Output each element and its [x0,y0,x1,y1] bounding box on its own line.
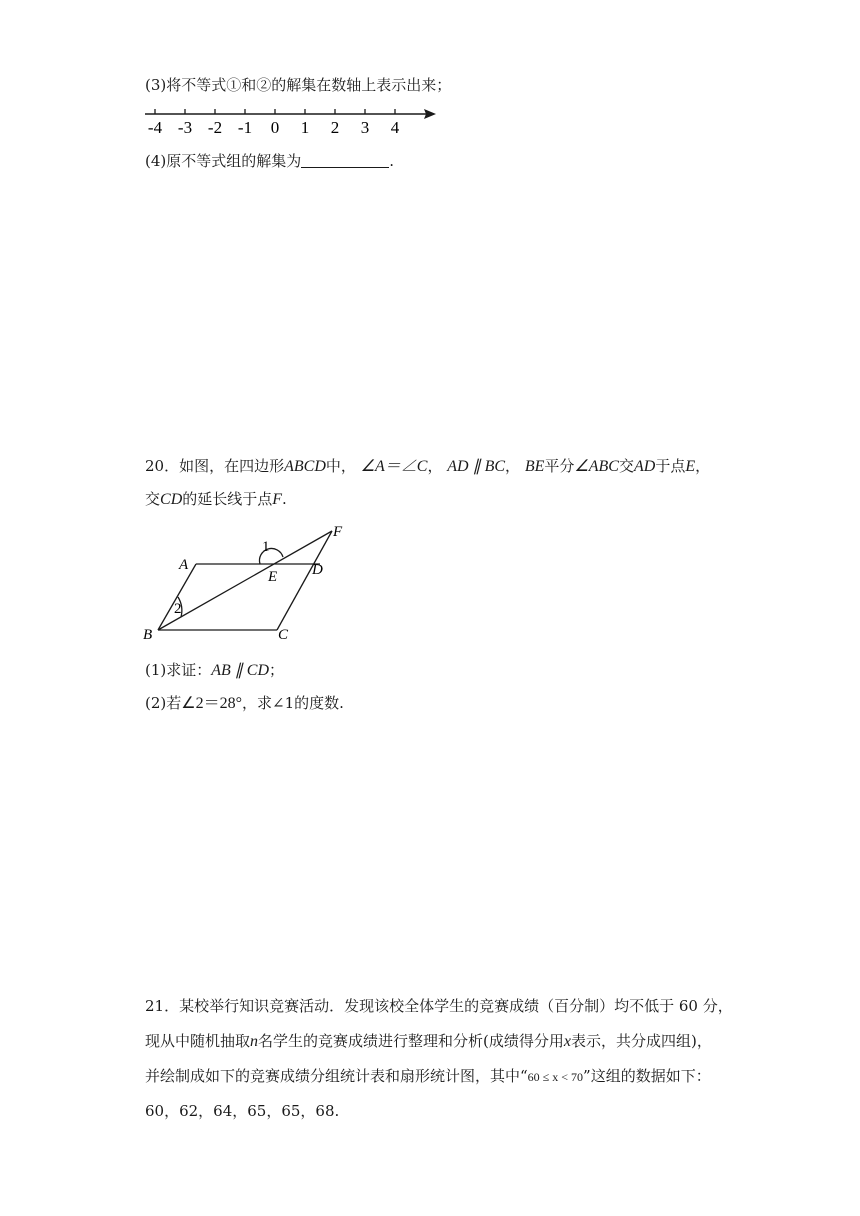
q20-text: 中， [325,457,356,475]
q19-part4-prefix: (4)原不等式组的解集为 [145,152,302,170]
q20-angle-abc: ∠ABC [574,458,619,475]
q21-text: 表示，共分成四组)， [570,1032,712,1050]
q20-quad-name: ABCD [284,458,326,475]
q20-part1-math: AB ∥ CD [211,662,270,679]
q20-part1 [145,660,284,681]
q21-range: 60 ≤ x < 70 [527,1070,584,1084]
q19-part3-text: (3)将不等式①和②的解集在数轴上表示出来； [145,76,452,94]
number-line-label: 2 [330,118,340,137]
label-e: E [268,569,278,585]
q21-line3 [145,1066,711,1087]
label-b: B [143,627,153,643]
q21-text: 现从中随机抽取 [145,1032,251,1050]
q20-sep: ， [505,457,521,475]
q20-part2-suffix: ，求∠1的度数. [242,694,344,712]
q20-part1-prefix: (1)求证： [145,661,212,679]
label-c: C [278,627,289,643]
q21-text: 名学生的竞赛成绩进行整理和分析(成绩得分用 [258,1032,564,1050]
number-line-label: -1 [237,118,253,137]
q20-part2-math: ∠2＝28° [181,695,242,712]
q20-condition-angles: ∠A＝∠C [360,458,428,475]
segment-ab [158,564,196,630]
q21-line4: 60，62，64，65，65，68. [145,1102,340,1120]
number-line-label: -3 [177,118,193,137]
label-f: F [333,524,343,540]
label-a: A [179,557,189,573]
number-line-label: 1 [300,118,310,137]
q20-text: 交 [618,457,634,475]
label-d: D [312,562,323,578]
segment-cf [277,531,332,630]
q20-number-text: 20．如图，在四边形 [145,457,285,475]
number-line-label: -4 [147,118,163,137]
q20-ad: AD [633,458,656,475]
q20-line1 [145,456,710,477]
q19-part4 [145,151,394,171]
q20-part2 [145,693,344,714]
label-2: 2 [174,601,182,617]
q21-line2 [145,1031,712,1052]
q20-text: 交 [145,490,161,508]
label-1: 1 [262,539,270,555]
q21-text: ”这组的数据如下： [583,1067,711,1085]
number-line-label: 4 [390,118,400,137]
q20-text: 平分 [544,457,575,475]
q20-part1-suffix: ； [269,661,285,679]
q19-part4-suffix: . [389,152,395,170]
q20-be: BE [524,458,545,475]
q21-line1: 21．某校举行知识竞赛活动．发现该校全体学生的竞赛成绩（百分制）均不低于 60 分， [145,997,733,1015]
q21-var-n: n [250,1033,259,1050]
q20-text: ， [695,457,711,475]
q20-cd: CD [160,491,183,508]
q20-condition-parallel: AD ∥ BC [447,458,506,475]
segment-bf [158,531,332,630]
number-line-label: 0 [270,118,280,137]
number-line-label: -2 [207,118,223,137]
number-line-label: 3 [360,118,370,137]
q20-point-f: F [272,491,283,508]
quadrilateral-figure [140,518,370,648]
q21-text: 并绘制成如下的竞赛成绩分组统计表和扇形统计图，其中“ [145,1067,528,1085]
q20-part2-prefix: (2)若 [145,694,182,712]
q20-text: 的延长线于点 [182,490,273,508]
answer-blank[interactable] [301,153,389,168]
q20-sep: ， [427,457,443,475]
q20-text: 于点 [655,457,686,475]
q20-line2 [145,489,287,510]
q20-text: . [282,490,287,508]
number-line [0,100,860,160]
q21-var-x: x [563,1033,571,1050]
q20-point-e: E [685,458,696,475]
